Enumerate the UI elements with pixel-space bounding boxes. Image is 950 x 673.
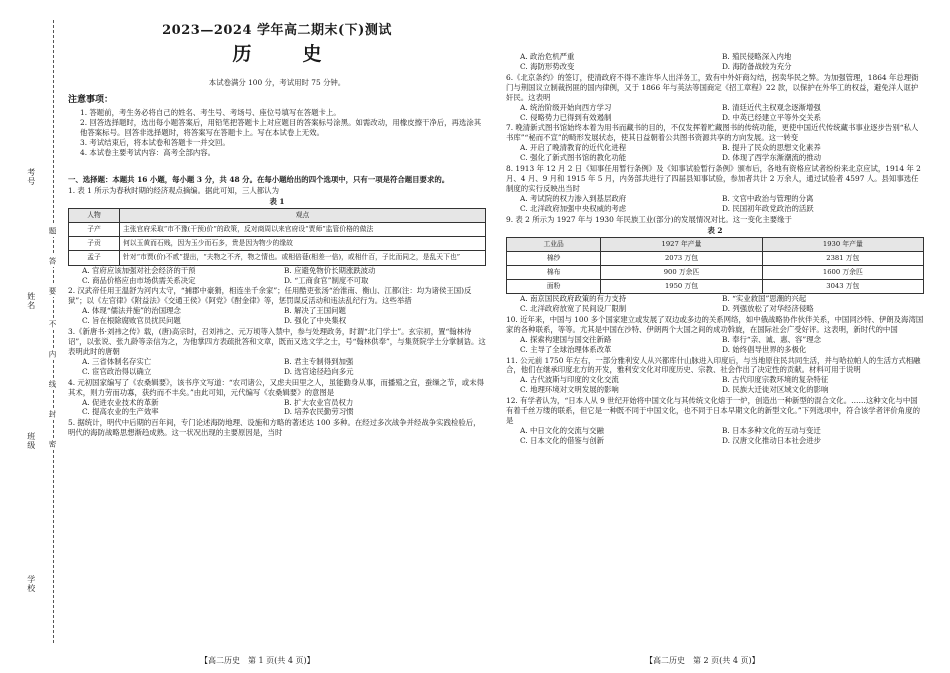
option: A. 古代波斯与印度的文化交流 (520, 375, 619, 385)
option: B. 日本多种文化的互动与变迁 (722, 425, 821, 435)
table-row (69, 251, 486, 265)
table-header-cell: 工业品 (507, 237, 601, 251)
option: D. 强化了中央集权 (284, 316, 347, 326)
table-2 (506, 237, 924, 294)
table-cell: 1600 万余匹 (762, 265, 923, 279)
option: C. 北洋政府放宽了民间设厂限制 (520, 303, 627, 313)
option: A. 考试院的权力渗入到基层政府 (520, 193, 627, 203)
question-6-options (506, 103, 924, 123)
seal-char: 题 (48, 227, 58, 235)
seal-char: 内 (48, 350, 58, 358)
seal-char: 不 (48, 320, 58, 328)
table-cell: 子贡 (69, 237, 120, 251)
option: A. 三省体制名存实亡 (82, 356, 152, 366)
table-cell: 针对“市贾(价)不贰”提出，“夫物之不齐，物之情也。或相倍蓰(相差一倍)，或相什百，子比而同之，是乱天下也” (120, 251, 486, 265)
seal-char: 封 (48, 410, 58, 418)
footer-page-2: 【高二历史 第 2 页(共 4 页)】 (645, 656, 760, 665)
option: C. 提高农业的生产效率 (82, 407, 159, 417)
question-12-options (506, 426, 924, 446)
right-column (506, 10, 924, 446)
exam-subject: 历 史 (232, 43, 338, 66)
option: D. 海防备战较为充分 (722, 61, 792, 71)
table-header-row (69, 209, 486, 223)
table-cell: 面粉 (507, 279, 601, 293)
option: D. 民族大迁徙对区域文化的影响 (722, 385, 829, 395)
notes-heading: 注意事项： (68, 94, 114, 105)
option: B. 古代印度宗教环境的复杂特征 (722, 375, 829, 385)
option: D. 民国初年政党政治的活跃 (722, 203, 814, 213)
question-5-options (506, 52, 924, 72)
note-item: 4. 本试卷主要考试内容：高考全部内容。 (80, 147, 216, 157)
table-cell: 棉布 (507, 265, 601, 279)
option: D. 中英已经建立平等外交关系 (722, 112, 822, 122)
table-cell: 何以玉黄而石贱，因为玉少而石多，贵是因为物少的缘故 (120, 237, 486, 251)
option: C. 旨在根除腐败官员扰民问题 (82, 316, 181, 326)
question-6-stem: 6.《北京条约》的签订，使清政府不得不准许华人出洋务工，致有中外奸商勾结，拐卖华民之弊。为加强管理，1864 年总理衙门与荆国议立制裁拐匪的国内律例，又于 1866 年与英法等国商定《招工章程》22 款，以保护在外华工的权益，避免洋人诓护奸民。这表明 (506, 72, 919, 102)
option: C. 商品价格应由市场供需关系决定 (82, 275, 196, 285)
seal-char: 要 (48, 287, 58, 295)
option: A. 促进农业技术的革新 (82, 397, 159, 407)
table-cell: 子产 (69, 223, 120, 237)
table-cell: 2381 万包 (762, 251, 923, 265)
note-item: 3. 考试结束后，将本试卷和答题卡一并交回。 (80, 137, 230, 147)
table-2-caption: 表 2 (707, 225, 723, 235)
question-2-stem: 2. 汉武帝任用王温舒为河内太守，“捕郡中豪猾，相连坐千余家”；任用酷吏张汤“治淮南、衡山、江都(注：均为诸侯王国)反狱”；以《左官律》《附益法》《交通王侯》《阿党》《酎金律》等，惩罚谋反活动和违法乱纪行为。这些举措 (68, 286, 472, 306)
question-11-options (506, 375, 924, 395)
question-7-options (506, 143, 924, 163)
section-heading: 一、选择题：本题共 16 小题，每小题 3 分，共 48 分。在每小题给出的四个选项中，只有一项是符合题目要求的。 (68, 175, 450, 185)
question-7-stem: 7. 晚清新式图书馆始终本着为用书而藏书的目的，不仅发挥着贮藏图书的传统功能，更使中国近代传统藏书事业逐步告别“私人书库”“秘而不宣”的畸形发展状态，使其日益朝着公共图书资源共享的方向发展。这一转变 (506, 123, 919, 143)
option: C. 宦官政治得以确立 (82, 366, 152, 376)
option: D. 列强放松了对华经济侵略 (722, 303, 814, 313)
option: A. 南京国民政府政策的有力支持 (520, 293, 627, 303)
option: B. 清廷近代主权观念逐渐增强 (722, 102, 821, 112)
option: B. 解决了王国问题 (284, 306, 346, 316)
option: D. 选官途径趋向多元 (284, 366, 354, 376)
question-8-stem: 8. 1913 年 12 月 2 日《知事任用暂行条例》及《知事试验暂行条例》颁布后，各地有资格应试者纷纷来北京应试，1914 年 2 月、4 月、9 月和 1915 年 5 月，内务部共进行了四届县知事试验，参加者共计 2 万余人，通过试验者 4597 人。县知事选任制度的实行反映出当时 (506, 164, 921, 193)
option: C. 地理环境对文明发展的影响 (520, 385, 619, 395)
question-3-options (68, 357, 486, 377)
option: A. 中日文化的交流与交融 (520, 425, 604, 435)
seal-char: 答 (48, 257, 58, 265)
table-header-cell: 观点 (120, 209, 486, 223)
option: D. 汉唐文化推动日本社会进步 (722, 435, 822, 445)
note-item: 1. 答题前，考生务必将自己的姓名、考生号、考场号、座位号填写在答题卡上。 (80, 107, 341, 117)
option: C. 日本文化的借鉴与创新 (520, 435, 604, 445)
seal-line (53, 20, 54, 643)
binding-label-class: 班级 (26, 432, 36, 450)
table-row (69, 237, 486, 251)
table-header-cell: 人物 (69, 209, 120, 223)
question-4-stem: 4. 元初国家编写了《农桑辑要》，该书序文写道：“农司诸公，又虑夫田里之人，虽能勤身从事，而播殖之宜，蚕缲之节，或未得其术，则力劳而功寡，获约而不丰矣。”由此可知，元代编写《农桑辑要》的意图是 (68, 377, 484, 397)
table-row (69, 223, 486, 237)
question-11-stem: 11. 公元前 1750 年左右，一部分雅利安人从兴都库什山脉进入印度后，与当地原住民共同生活，并与哈拉帕人的生活方式相融合，他们在继承印度北方的开发，雅利安文化对印度历史、宗教、社会作出了决定性的贡献。材料可用于说明 (506, 355, 921, 375)
table-1 (68, 208, 486, 265)
question-9-options (506, 294, 924, 314)
question-1-stem: 1. 表 1 所示为春秋时期的经济观点摘编。据此可知，三人都认为 (68, 186, 279, 196)
option: D. 培养农民勤劳习惯 (284, 407, 354, 417)
table-cell: 孟子 (69, 251, 120, 265)
option: A. 政治危机严重 (520, 52, 575, 61)
left-column (68, 10, 486, 438)
table-row (507, 265, 924, 279)
table-cell: 1950 万包 (601, 279, 762, 293)
question-10-options (506, 335, 924, 355)
table-cell: 900 万余匹 (601, 265, 762, 279)
option: B. 文官中政治与管理的分离 (722, 193, 814, 203)
note-item: 2. 回答选择题时，选出每小题答案后，用铅笔把答题卡上对应题目的答案标号涂黑。如需改动，用橡皮擦干净后，再选涂其他答案标号。回答非选择题时，将答案写在答题卡上。写在本试卷上无效。 (80, 117, 482, 137)
option: B. 君主专制得到加强 (284, 356, 354, 366)
table-cell: 3043 万包 (762, 279, 923, 293)
table-cell: 棉纱 (507, 251, 601, 265)
option: A. 体现“儒法并施”的治国理念 (82, 306, 181, 316)
option: B. 奉行“亲、诚、惠、容”理念 (722, 334, 821, 344)
option: C. 侵略势力已得到有效遏制 (520, 112, 612, 122)
question-9-stem: 9. 表 2 所示为 1927 年与 1930 年民族工业(部分)的发展情况对比。这一变化主要缘于 (506, 214, 792, 224)
table-header-cell: 1927 年产量 (601, 237, 762, 251)
option: A. 官府应该加强对社会经济的干预 (82, 265, 196, 275)
table-1-caption: 表 1 (269, 197, 285, 207)
option: A. 开启了晚清教育的近代化进程 (520, 143, 627, 153)
question-4-options (68, 398, 486, 418)
question-3-stem: 3.《新唐书·刘祎之传》载，(唐)高宗时，召刘祎之、元万顷等入禁中，参与处理政务，时谓“北门学士”。玄宗初，置“翰林待诏”，以张说、张九龄等亲信为之，为他掌四方表疏批答和文章，既而又选文学之士，号“翰林供奉”，与集贤院学士分掌制诰。这表明此时的唐朝 (68, 327, 486, 356)
question-10-stem: 10. 近年来，中国与 100 多个国家建立或发展了双边或多边的关系网络，如中俄战略协作伙伴关系，中国同沙特、伊朗及海湾国家的各种联系，等等。尤其是中国在沙特、伊朗两个大国之间的成功斡旋，在国际社会广受好评。这表明，新时代的中国 (506, 314, 924, 334)
binding-label-school: 学校 (26, 575, 36, 593)
binding-label-exam-number: 考号 (26, 168, 36, 186)
option: A. 统治阶级开始向西方学习 (520, 102, 612, 112)
question-5-stem: 5. 据统计，明代中后期的百年间，专门论述海防地理、设施和方略的著述达 100 多种。在经过多次战争并经战争实践检验后，明代的海防战略思想渐趋成熟。这一状况出现的主要原因是，当时 (68, 418, 481, 438)
exam-title: 2023—2024 学年高二期末(下)测试 (162, 23, 392, 38)
table-header-row (507, 237, 924, 251)
option: B. 提升了民众的思想文化素养 (722, 143, 821, 153)
option: C. 北洋政府加强中央权威的考虑 (520, 203, 627, 213)
footer-page-1: 【高二历史 第 1 页(共 4 页)】 (200, 656, 315, 665)
option: D. 始终倡导世界的多极化 (722, 344, 807, 354)
table-row (507, 279, 924, 293)
option: C. 主导了全球治理体系改革 (520, 344, 612, 354)
table-cell: 2073 万包 (601, 251, 762, 265)
question-8-options (506, 194, 924, 214)
table-cell: 主张官府采取“市不豫(干预)价”的政策，反对商周以来官府设“贾师”监管价格的做法 (120, 223, 486, 237)
option: A. 探索构建国与国交往新路 (520, 334, 612, 344)
binding-label-name: 姓名 (26, 292, 36, 310)
option: C. 海防形势改变 (520, 61, 575, 71)
seal-char: 密 (48, 440, 58, 448)
option: B. 应避免物价长期涨跌波动 (284, 265, 376, 275)
question-1-options (68, 266, 486, 286)
option: D. “工商食官”制度不可取 (284, 275, 369, 285)
table-header-cell: 1930 年产量 (762, 237, 923, 251)
option: D. 体现了西学东渐潮流的推动 (722, 153, 822, 163)
option: B. 殖民侵略深入内地 (722, 52, 792, 61)
option: C. 强化了新式图书馆的教化功能 (520, 153, 627, 163)
binding-margin (0, 0, 62, 673)
option: B. 扩大农业官员权力 (284, 397, 354, 407)
seal-char: 线 (48, 380, 58, 388)
question-2-options (68, 306, 486, 326)
table-row (507, 251, 924, 265)
score-line: 本试卷满分 100 分，考试用时 75 分钟。 (208, 77, 346, 87)
option: B. “实业救国”思潮的兴起 (722, 293, 807, 303)
question-12-stem: 12. 有学者认为，“日本人从 9 世纪开始将中国文化与其传统文化熔于一炉，创造出一种新型的混合文化。……这种文化与中国有着千丝万缕的联系，但它是一种既不同于中国文化，也不同于日本早期文化的新型文化。”下列选项中，符合该学者评价角度的是 (506, 396, 920, 426)
